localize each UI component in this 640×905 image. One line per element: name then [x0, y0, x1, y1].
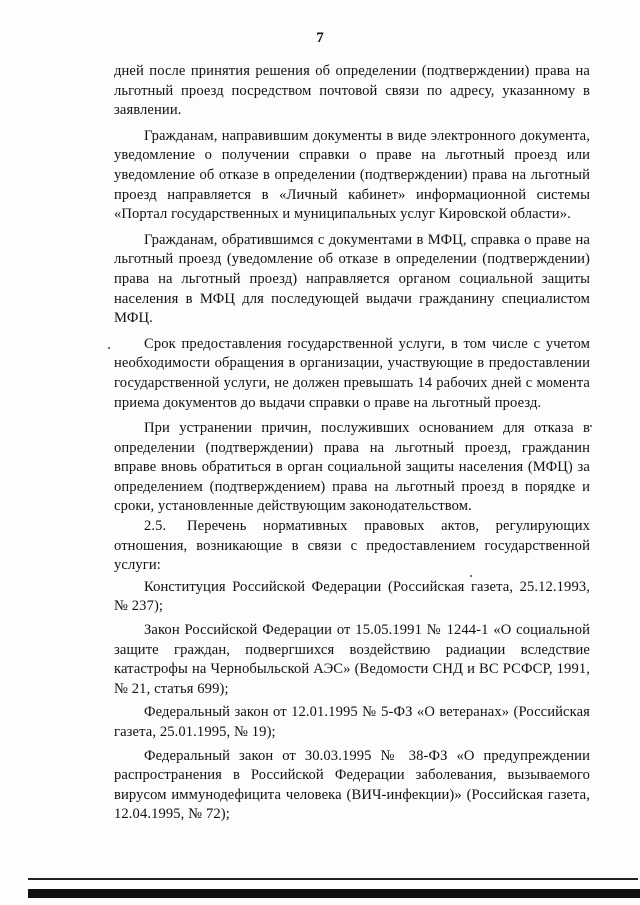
scan-artifact-dot [590, 425, 592, 427]
paragraph-electronic-documents: Гражданам, направившим документы в виде электронного документа, уведомление о получении справки о праве на льготный проезд или уведомление об отказе в определении (подтверждении) права на льготный проезд направляется в «Личный кабинет» информационной системы «Портал государственных и муниципальных услуг Кировской области». [114, 127, 590, 223]
paragraph-law-chernobyl: Закон Российской Федерации от 15.05.1991 № 1244-1 «О социальной защите граждан, подвергшихся воздействию радиации вследствие катастрофы на Чернобыльской АЭС» (Ведомости СНД и ВС РСФСР, 1991, № 21, статья 699); [114, 622, 590, 697]
bottom-scan-line-thin [28, 878, 638, 880]
paragraph-law-veterans: Федеральный закон от 12.01.1995 № 5-ФЗ «О ветеранах» (Российская газета, 25.01.1995, № 19); [114, 704, 590, 740]
paragraph-reapply: При устранении причин, послуживших основанием для отказа в определении (подтверждении) права на льготный проезд, гражданин вправе вновь обратиться в орган социальной защиты населения (МФЦ) за определением (подтверждением) права на льготный проезд в порядке и сроки, установленные действующим законодательством. [114, 420, 590, 515]
paragraph-service-term: Срок предоставления государственной услуги, в том числе с учетом необходимости обращения в организации, участвующие в предоставлении государственной услуги, не должен превышать 14 рабочих дней с момента приема документов до выдачи справки о праве на льготный проезд. [114, 335, 590, 411]
paragraph-section-2-5: 2.5. Перечень нормативных правовых актов, регулирующих отношения, возникающие в связи с предоставлением государственной услуги: [114, 518, 590, 574]
document-body [114, 62, 590, 825]
page-number: 7 [316, 30, 324, 46]
paragraph-constitution: Конституция Российской Федерации (Российская газета, 25.12.1993, № 237); [114, 578, 590, 615]
scan-artifact-dot [108, 347, 110, 349]
paragraph-mail-delivery: дней после принятия решения об определении (подтверждении) права на льготный проезд посредством почтовой связи по адресу, указанному в заявлении. [114, 63, 590, 119]
paragraph-law-hiv: Федеральный закон от 30.03.1995 № 38-ФЗ «О предупреждении распространения в Российской Федерации заболевания, вызываемого вирусом иммунодефицита человека (ВИЧ-инфекции)» (Российская газета, 12.04.1995, № 72); [114, 747, 590, 823]
paragraph-mfc: Гражданам, обратившимся с документами в МФЦ, справка о праве на льготный проезд (уведомление об отказе в определении (подтверждении) права на льготный проезд) направляется органом социальной защиты населения в МФЦ для последующей выдачи гражданину специалистом МФЦ. [114, 231, 590, 327]
bottom-scan-line-thick [28, 889, 640, 898]
scan-artifact-dot [470, 575, 472, 577]
